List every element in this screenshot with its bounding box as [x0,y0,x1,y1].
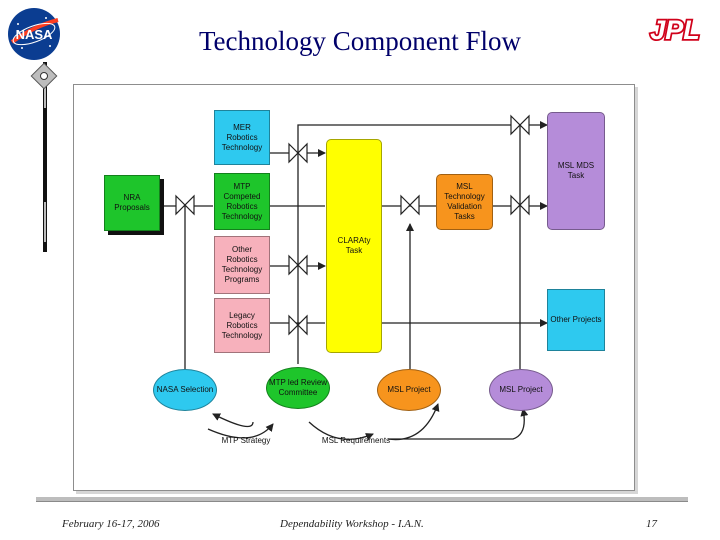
svg-text:NASA: NASA [15,27,53,42]
mtp-strategy-label: MTP Strategy [221,436,271,445]
mtp-box: MTP Competed Robotics Technology [214,173,270,230]
page-number: 17 [646,518,657,530]
msl-tech-box: MSL Technology Validation Tasks [436,174,493,230]
legacy-box: Legacy Robotics Technology [214,298,270,353]
clarity-box: CLARAty Task [326,139,382,353]
decorative-rail [40,62,50,252]
strategy-curve-left [213,414,253,427]
nra-box: NRA Proposals [104,175,160,231]
msl-project-purple-oval: MSL Project [489,369,553,411]
svg-text:JPL: JPL [650,15,700,44]
msl-requirements-label: MSL Requirements [321,436,391,445]
footer-rule [36,497,688,502]
nasa-selection-oval: NASA Selection [153,369,217,411]
footer-date: February 16-17, 2006 [62,518,160,530]
other-projects-box: Other Projects [547,289,605,351]
msl-mds-box: MSL MDS Task [547,112,605,230]
flow-line-top [298,125,547,140]
slide-title: Technology Component Flow [198,26,522,56]
footer-event: Dependability Workshop - I.A.N. [280,518,424,530]
requirements-line [388,409,524,439]
mer-box: MER Robotics Technology [214,110,270,165]
diamond-ornament-icon [30,62,58,90]
mtp-review-oval: MTP led Review Committee [266,367,330,409]
other-robotics-box: Other Robotics Technology Programs [214,236,270,294]
valve-icon [401,196,419,214]
msl-project-orange-oval: MSL Project [377,369,441,411]
